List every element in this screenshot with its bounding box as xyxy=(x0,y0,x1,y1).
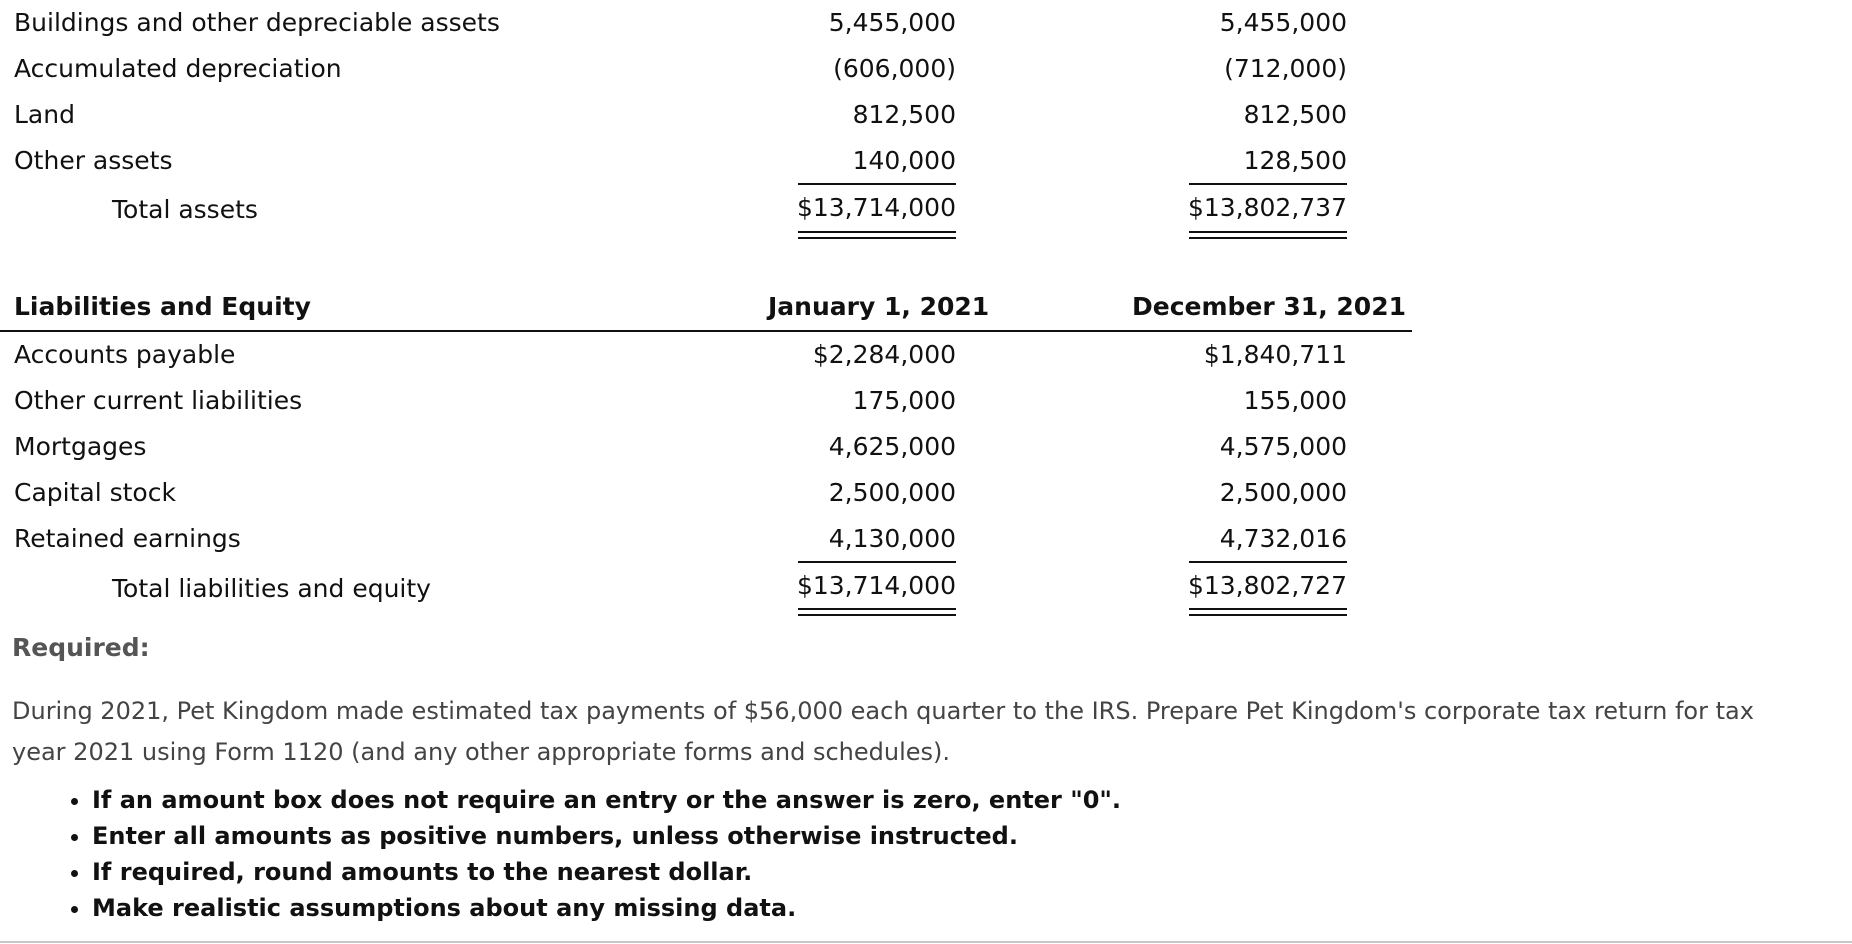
liability-row-dec-value: 4,575,000 xyxy=(1219,432,1347,461)
liability-row-dec-value: 2,500,000 xyxy=(1219,478,1347,507)
liability-row-label: Other current liabilities xyxy=(14,386,303,415)
column-header-jan: January 1, 2021 xyxy=(768,292,990,321)
subtotal-rule xyxy=(798,561,956,563)
total-double-rule xyxy=(1189,608,1347,616)
asset-row-label: Buildings and other depreciable assets xyxy=(14,8,500,37)
total-liabilities-dec-value: $13,802,727 xyxy=(1187,571,1347,600)
asset-row-jan-value: (606,000) xyxy=(833,54,956,83)
asset-row-jan-value: 5,455,000 xyxy=(828,8,956,37)
total-liabilities-jan-value: $13,714,000 xyxy=(796,571,956,600)
liability-row-dec-value: 4,732,016 xyxy=(1219,524,1347,553)
bottom-divider xyxy=(0,941,1852,943)
liability-row-dec-value: 155,000 xyxy=(1243,386,1347,415)
asset-row-dec-value: 5,455,000 xyxy=(1219,8,1347,37)
instruction-item: • Enter all amounts as positive numbers, unless otherwise instructed. xyxy=(92,818,1121,854)
liabilities-header-label: Liabilities and Equity xyxy=(14,292,311,321)
header-rule xyxy=(0,330,1412,332)
subtotal-rule xyxy=(1189,561,1347,563)
asset-row-jan-value: 812,500 xyxy=(852,100,956,129)
asset-row-jan-value: 140,000 xyxy=(852,146,956,175)
total-double-rule xyxy=(1189,231,1347,239)
total-assets-label: Total assets xyxy=(112,195,258,224)
total-assets-jan-value: $13,714,000 xyxy=(796,193,956,222)
asset-row-dec-value: (712,000) xyxy=(1224,54,1347,83)
total-double-rule xyxy=(798,231,956,239)
instruction-item: • If an amount box does not require an entry or the answer is zero, enter "0". xyxy=(92,782,1121,818)
asset-row-label: Land xyxy=(14,100,75,129)
required-paragraph: During 2021, Pet Kingdom made estimated tax payments of $56,000 each quarter to the IRS. Prepare Pet Kingdom's corporate tax return for tax year 2021 using Form 1120 (and any other appropriate forms and schedules). xyxy=(12,697,1754,766)
instruction-item: • If required, round amounts to the nearest dollar. xyxy=(92,854,1121,890)
liability-row-jan-value: 4,625,000 xyxy=(828,432,956,461)
total-double-rule xyxy=(798,608,956,616)
total-liabilities-equity-label: Total liabilities and equity xyxy=(112,574,431,603)
liability-row-jan-value: 2,500,000 xyxy=(828,478,956,507)
instruction-item: • Make realistic assumptions about any missing data. xyxy=(92,890,1121,926)
liability-row-label: Capital stock xyxy=(14,478,176,507)
liability-row-jan-value: 175,000 xyxy=(852,386,956,415)
liability-row-dec-value: $1,840,711 xyxy=(1203,340,1347,369)
liability-row-label: Mortgages xyxy=(14,432,147,461)
required-title: Required: xyxy=(12,633,150,662)
liability-row-jan-value: $2,284,000 xyxy=(812,340,956,369)
liability-row-label: Accounts payable xyxy=(14,340,236,369)
subtotal-rule xyxy=(1189,183,1347,185)
total-assets-dec-value: $13,802,737 xyxy=(1187,193,1347,222)
asset-row-label: Accumulated depreciation xyxy=(14,54,342,83)
asset-row-label: Other assets xyxy=(14,146,173,175)
liability-row-jan-value: 4,130,000 xyxy=(828,524,956,553)
asset-row-dec-value: 128,500 xyxy=(1243,146,1347,175)
column-header-dec: December 31, 2021 xyxy=(1132,292,1406,321)
asset-row-dec-value: 812,500 xyxy=(1243,100,1347,129)
instruction-list xyxy=(50,782,1121,926)
subtotal-rule xyxy=(798,183,956,185)
liability-row-label: Retained earnings xyxy=(14,524,241,553)
